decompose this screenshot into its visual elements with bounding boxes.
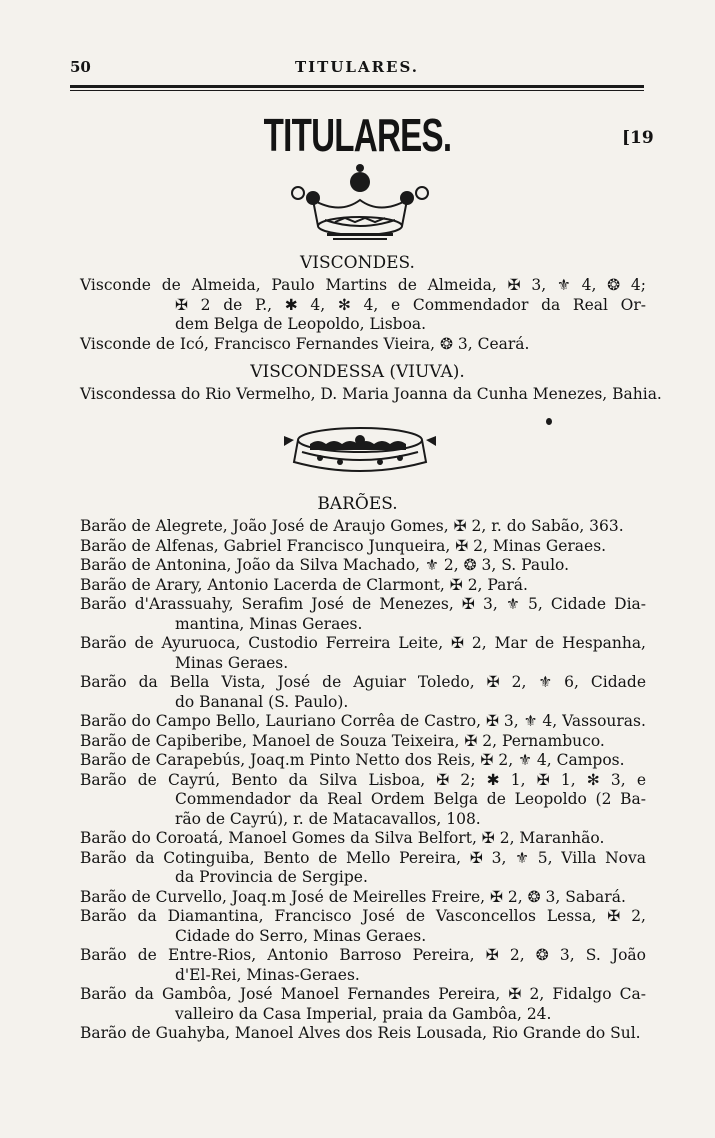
entry-line: da Provincia de Sergipe. <box>175 868 368 886</box>
entry-line: Barão de Guahyba, Manoel Alves dos Reis Lousada, Rio Grande do Sul. <box>80 1024 641 1042</box>
header-rule-thick <box>70 85 644 88</box>
baroes-list <box>80 517 646 1044</box>
header-rule-thin <box>70 90 644 91</box>
entry-line: Barão d'Arassuahy, Serafim José de Menezes, ✠ 3, ⚜ 5, Cidade Dia- <box>80 595 646 613</box>
list-item <box>80 595 646 634</box>
list-item <box>80 888 646 908</box>
entry-line: Visconde de Almeida, Paulo Martins de Almeida, ✠ 3, ⚜ 4, ❂ 4; <box>80 276 646 294</box>
entry-line: ✠ 2 de P., ✱ 4, ✻ 4, e Commendador da Real Or- <box>175 295 646 314</box>
list-item <box>80 673 646 712</box>
list-item <box>80 732 646 752</box>
list-item <box>80 537 646 557</box>
list-item <box>80 335 646 355</box>
list-item <box>80 849 646 888</box>
viscondessas-list <box>80 385 662 405</box>
entry-line: Cidade do Serro, Minas Geraes. <box>175 926 427 945</box>
list-item <box>80 517 646 537</box>
list-item <box>80 276 646 335</box>
entry-line: do Bananal (S. Paulo). <box>175 692 349 711</box>
page-title: TITULARES. <box>263 109 452 161</box>
list-item <box>80 985 646 1024</box>
entry-line: dem Belga de Leopoldo, Lisboa. <box>175 315 427 333</box>
entry-line: Barão da Bella Vista, José de Aguiar Toledo, ✠ 2, ⚜ 6, Cidade <box>80 673 646 691</box>
entry-line: Barão do Campo Bello, Lauriano Corrêa de Castro, ✠ 3, ⚜ 4, Vassouras. <box>80 712 646 730</box>
entry-line: Barão da Gambôa, José Manoel Fernandes Pereira, ✠ 2, Fidalgo Ca- <box>80 985 646 1003</box>
viscondes-list <box>80 276 646 354</box>
list-item <box>80 556 646 576</box>
section-heading-viscondessa: VISCONDESSA (VIUVA). <box>250 362 465 382</box>
entry-line: Barão da Cotinguiba, Bento de Mello Pereira, ✠ 3, ⚜ 5, Villa Nova <box>80 848 646 867</box>
list-item <box>80 712 646 732</box>
viscount-crown-ornament <box>285 160 435 245</box>
ink-dot <box>546 418 552 425</box>
entry-line: mantina, Minas Geraes. <box>175 614 363 633</box>
page-number: 50 <box>70 58 91 76</box>
list-item <box>80 576 646 596</box>
section-mark: [19 <box>622 128 654 148</box>
entry-line: Barão de Cayrú, Bento da Silva Lisboa, ✠ 2; ✱ 1, ✠ 1, ✻ 3, e <box>80 770 646 789</box>
list-item <box>80 829 646 849</box>
entry-line: Barão de Antonina, João da Silva Machado, ⚜ 2, ❂ 3, S. Paulo. <box>80 556 570 574</box>
entry-line: Barão de Arary, Antonio Lacerda de Clarmont, ✠ 2, Pará. <box>80 575 528 594</box>
entry-line: Barão de Ayuruoca, Custodio Ferreira Leite, ✠ 2, Mar de Hespanha, <box>80 634 646 652</box>
entry-line: valleiro da Casa Imperial, praia da Gambôa, 24. <box>175 1004 552 1023</box>
list-item <box>80 1024 646 1044</box>
list-item <box>80 907 646 946</box>
entry-line: Viscondessa do Rio Vermelho, D. Maria Joanna da Cunha Menezes, Bahia. <box>80 385 662 403</box>
list-item <box>80 751 646 771</box>
baron-crown-ornament <box>280 418 440 480</box>
entry-line: Barão de Curvello, Joaq.m José de Meirelles Freire, ✠ 2, ❂ 3, Sabará. <box>80 887 626 906</box>
section-heading-baroes: BARÕES. <box>317 494 398 514</box>
section-heading-viscondes: VISCONDES. <box>300 253 415 273</box>
entry-line: Commendador da Real Ordem Belga de Leopoldo (2 Ba- <box>175 790 646 808</box>
entry-line: rão de Cayrú), r. de Matacavallos, 108. <box>175 809 481 828</box>
entry-line: d'El-Rei, Minas-Geraes. <box>175 965 360 984</box>
entry-line: Barão do Coroatá, Manoel Gomes da Silva Belfort, ✠ 2, Maranhão. <box>80 829 605 847</box>
entry-line: Visconde de Icó, Francisco Fernandes Vieira, ❂ 3, Ceará. <box>80 334 530 353</box>
entry-line: Barão de Alegrete, João José de Araujo Gomes, ✠ 2, r. do Sabão, 363. <box>80 517 624 535</box>
list-item <box>80 634 646 673</box>
entry-line: Barão da Diamantina, Francisco José de Vasconcellos Lessa, ✠ 2, <box>80 907 646 925</box>
running-title: TITULARES. <box>294 58 420 76</box>
list-item <box>80 946 646 985</box>
entry-line: Minas Geraes. <box>175 653 289 672</box>
entry-line: Barão de Alfenas, Gabriel Francisco Junqueira, ✠ 2, Minas Geraes. <box>80 536 607 555</box>
list-item <box>80 771 646 830</box>
list-item <box>80 385 662 405</box>
entry-line: Barão de Capiberibe, Manoel de Souza Teixeira, ✠ 2, Pernambuco. <box>80 731 605 750</box>
entry-line: Barão de Carapebús, Joaq.m Pinto Netto dos Reis, ✠ 2, ⚜ 4, Campos. <box>80 751 625 769</box>
entry-line: Barão de Entre-Rios, Antonio Barroso Pereira, ✠ 2, ❂ 3, S. João <box>80 946 646 964</box>
